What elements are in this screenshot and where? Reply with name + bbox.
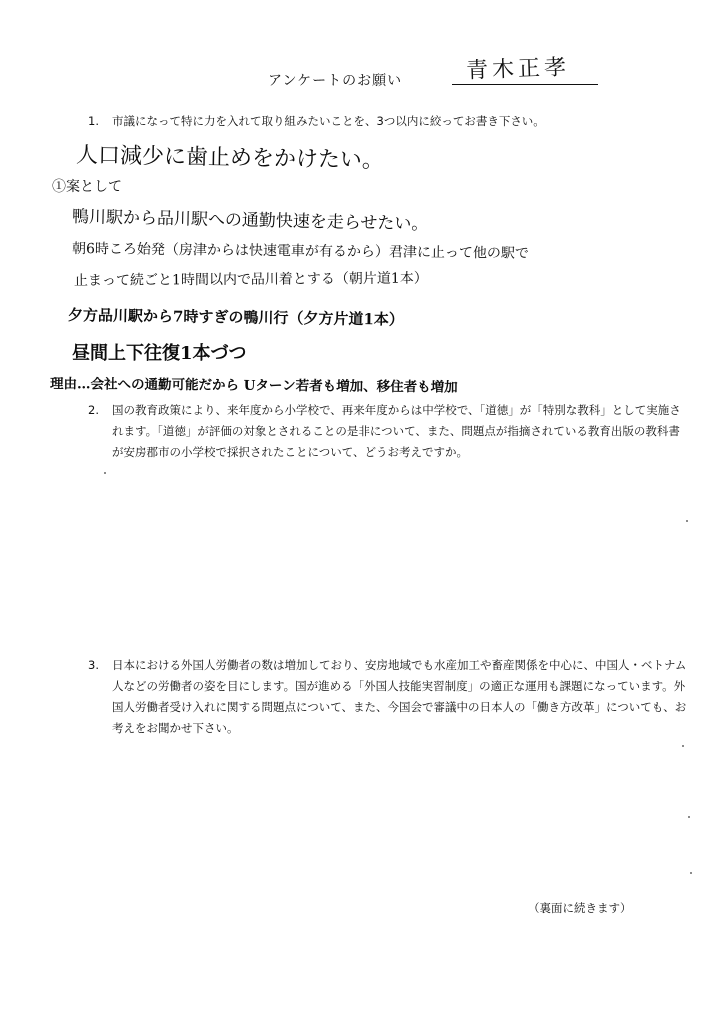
handwritten-answer-line: 鴨川駅から品川駅への通勤快速を走らせたい。 bbox=[71, 207, 429, 235]
question-3 bbox=[88, 655, 688, 739]
question-number: 2. bbox=[88, 403, 99, 417]
page-title: アンケートのお願い bbox=[268, 73, 403, 89]
scan-speck bbox=[104, 472, 106, 474]
handwritten-answer-line: 止まって続ごと1時間以内で品川着とする（朝片道1本） bbox=[73, 270, 428, 289]
handwritten-answer-line: ①案として bbox=[52, 179, 122, 195]
scan-speck bbox=[688, 816, 690, 818]
handwritten-answer-line: 理由…会社への通勤可能だから Uターン若者も増加、移住者も増加 bbox=[49, 376, 458, 396]
scan-speck bbox=[682, 745, 684, 747]
handwritten-answer-line: 人口減少に歯止めをかけたい。 bbox=[75, 143, 385, 174]
respondent-name: 青木正孝 bbox=[465, 55, 571, 84]
question-number: 3. bbox=[88, 658, 99, 672]
question-text: 市議になって特に力を入れて取り組みたいことを、3つ以内に絞ってお書き下さい。 bbox=[112, 114, 545, 128]
scan-speck bbox=[690, 872, 692, 874]
name-underline bbox=[452, 84, 598, 85]
question-text: 国の教育政策により、来年度から小学校で、再来年度からは中学校で、「道徳」が「特別な教科」として実施されます。「道徳」が評価の対象とされることの是非について、また、問題点が指摘されている教育出版の教科書が安房郡市の小学校で採択されたことについて、どうお考えですか。 bbox=[112, 403, 681, 459]
handwritten-answer-line: 夕方品川駅から7時すぎの鴨川行（夕方片道1本） bbox=[67, 306, 404, 329]
question-1 bbox=[88, 111, 688, 132]
handwritten-answer-line: 昼間上下往復1本づつ bbox=[72, 343, 247, 364]
question-2 bbox=[88, 400, 688, 463]
scan-speck bbox=[686, 520, 688, 522]
question-number: 1. bbox=[88, 114, 99, 128]
question-text: 日本における外国人労働者の数は増加しており、安房地域でも水産加工や畜産関係を中心に、中国人・ベトナム人などの労働者の姿を目にします。国が進める「外国人技能実習制度」の適正な運用も課題になっています。外国人労働者受け入れに関する問題点について、また、今国会で審議中の日本人の「働き方改革」についても、お考えをお聞かせ下さい。 bbox=[112, 658, 687, 735]
handwritten-answer-line: 朝6時ころ始発（房津からは快速電車が有るから）君津に止って他の駅で bbox=[71, 241, 529, 262]
continued-note: （裏面に続きます） bbox=[528, 901, 632, 915]
